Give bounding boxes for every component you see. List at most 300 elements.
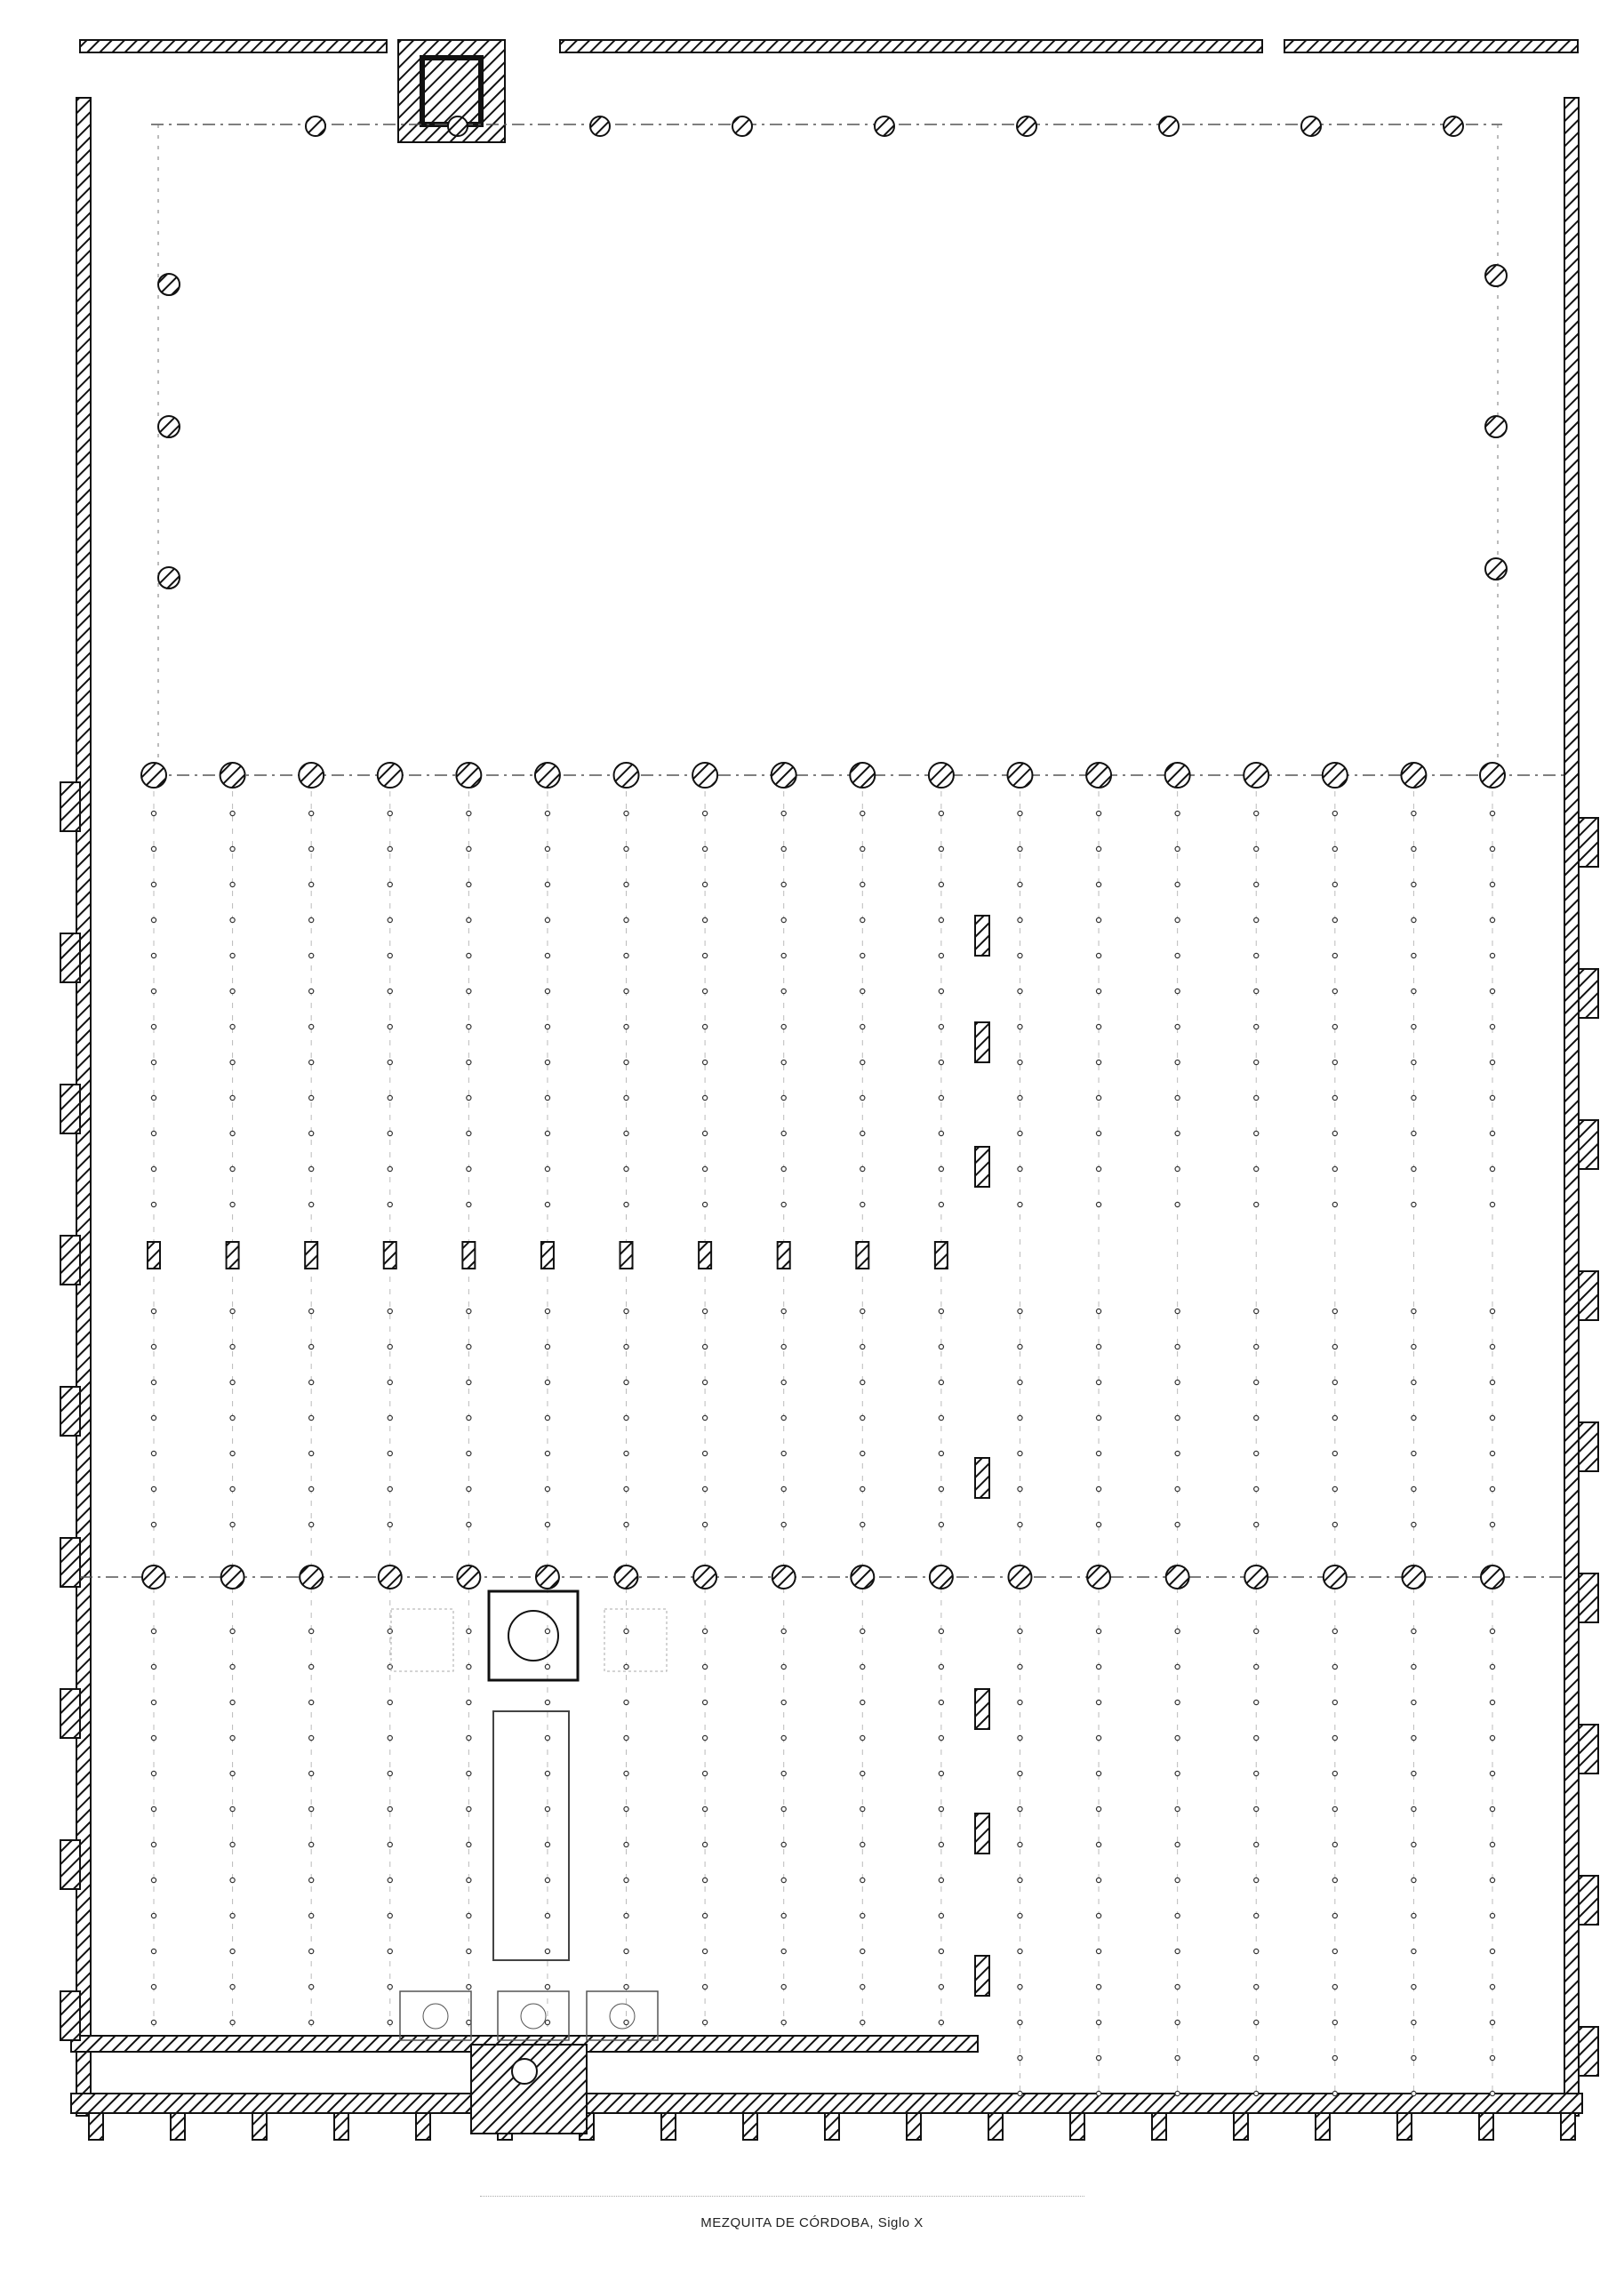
column (1490, 917, 1494, 922)
pier (772, 1565, 796, 1589)
column (939, 1913, 943, 1918)
column (781, 1095, 786, 1100)
pier (221, 1565, 244, 1589)
column (388, 2020, 392, 2024)
column (1254, 1664, 1259, 1669)
column (151, 846, 156, 851)
column (624, 1522, 628, 1526)
pier (699, 1242, 711, 1269)
pier (975, 1956, 989, 1996)
column (1175, 1486, 1180, 1491)
pier (1007, 763, 1032, 788)
column (545, 1060, 549, 1064)
column (703, 1949, 708, 1953)
column (1412, 1451, 1416, 1455)
column (860, 1202, 865, 1206)
column (939, 1344, 943, 1349)
column (624, 1771, 628, 1775)
column (151, 1202, 156, 1206)
column (1490, 2020, 1494, 2024)
pier (1087, 1565, 1110, 1589)
pier (1166, 1565, 1189, 1589)
column (939, 1024, 943, 1029)
column (230, 1664, 235, 1669)
pier (227, 1242, 239, 1269)
column (1412, 1949, 1416, 1953)
column (939, 882, 943, 886)
column (1412, 1771, 1416, 1775)
column (939, 1700, 943, 1704)
column (230, 846, 235, 851)
column (624, 1664, 628, 1669)
maqsura-dome (489, 1591, 578, 1680)
column (309, 1202, 314, 1206)
column (309, 882, 314, 886)
buttress (334, 2113, 348, 2140)
column (230, 1984, 235, 1989)
column (388, 1913, 392, 1918)
column (939, 1309, 943, 1313)
column (1490, 1451, 1494, 1455)
column (1175, 1629, 1180, 1633)
column (1096, 1629, 1100, 1633)
buttress (60, 1236, 80, 1285)
column (388, 1060, 392, 1064)
pier (875, 116, 894, 136)
column (1412, 1095, 1416, 1100)
column (1254, 1309, 1259, 1313)
column (230, 1131, 235, 1135)
column (624, 1415, 628, 1420)
column (703, 1380, 708, 1384)
column (1018, 1664, 1022, 1669)
column (1490, 846, 1494, 851)
column (781, 1344, 786, 1349)
column (230, 1486, 235, 1491)
pier (158, 274, 180, 295)
column (230, 1202, 235, 1206)
column (1096, 1131, 1100, 1135)
column (151, 1771, 156, 1775)
column (467, 1309, 471, 1313)
column (467, 2020, 471, 2024)
column (545, 1380, 549, 1384)
column (230, 811, 235, 815)
column (781, 1202, 786, 1206)
wall-segment (1564, 98, 1579, 2116)
column (230, 989, 235, 993)
column (1332, 1095, 1337, 1100)
column (1175, 1878, 1180, 1882)
dome-ornament (521, 2004, 546, 2029)
column (860, 1522, 865, 1526)
column (1096, 1415, 1100, 1420)
column (1490, 1806, 1494, 1811)
column (388, 1415, 392, 1420)
column (860, 989, 865, 993)
column (1096, 917, 1100, 922)
column (781, 846, 786, 851)
column (939, 1415, 943, 1420)
column (939, 1522, 943, 1526)
column (1018, 1344, 1022, 1349)
column (230, 1913, 235, 1918)
column (1254, 1344, 1259, 1349)
arcade-lines (80, 124, 1564, 2098)
column (1490, 1380, 1494, 1384)
nave-rectangle (493, 1711, 569, 1960)
column (230, 1095, 235, 1100)
column (703, 1842, 708, 1846)
column (1332, 1060, 1337, 1064)
buttress (89, 2113, 103, 2140)
pier (1086, 763, 1111, 788)
buttress (60, 1840, 80, 1889)
column (1175, 1344, 1180, 1349)
column (230, 1309, 235, 1313)
pier (1301, 116, 1321, 136)
column (703, 1309, 708, 1313)
column (230, 1949, 235, 1953)
mihrab-niche (471, 2045, 587, 2134)
column (624, 846, 628, 851)
column (545, 1629, 549, 1633)
column (1254, 2091, 1259, 2095)
column (1490, 1735, 1494, 1740)
column (1490, 1842, 1494, 1846)
column (939, 2020, 943, 2024)
column (703, 1700, 708, 1704)
column (860, 953, 865, 957)
column (309, 1735, 314, 1740)
column (545, 1735, 549, 1740)
column (781, 1522, 786, 1526)
column (781, 1700, 786, 1704)
pier (379, 1565, 402, 1589)
column (860, 1095, 865, 1100)
column (1018, 1060, 1022, 1064)
column (1254, 1806, 1259, 1811)
column (939, 1629, 943, 1633)
column (151, 1344, 156, 1349)
buttress (60, 1689, 80, 1738)
pier (456, 763, 481, 788)
column (545, 1949, 549, 1953)
column (1412, 1700, 1416, 1704)
column (1254, 1024, 1259, 1029)
column (703, 917, 708, 922)
pier (975, 1022, 989, 1062)
column (1096, 1878, 1100, 1882)
column (781, 1806, 786, 1811)
column (1096, 1842, 1100, 1846)
pier (1165, 763, 1190, 788)
column (230, 1522, 235, 1526)
column (545, 1842, 549, 1846)
column (1490, 1771, 1494, 1775)
column (151, 1949, 156, 1953)
wall-segment (1284, 40, 1578, 52)
column (309, 1486, 314, 1491)
column (1254, 1380, 1259, 1384)
column (467, 1806, 471, 1811)
column (1096, 989, 1100, 993)
column (1018, 953, 1022, 957)
buttress (1234, 2113, 1248, 2140)
column (781, 1735, 786, 1740)
pier (615, 1565, 638, 1589)
column (1412, 811, 1416, 815)
column (1412, 1380, 1416, 1384)
column (1254, 1949, 1259, 1953)
column (1490, 1984, 1494, 1989)
column (1096, 1309, 1100, 1313)
column (545, 811, 549, 815)
column (1412, 1913, 1416, 1918)
column (1096, 2020, 1100, 2024)
column (939, 1842, 943, 1846)
column (1018, 1629, 1022, 1633)
column (230, 1735, 235, 1740)
column (1018, 1522, 1022, 1526)
column (1490, 1949, 1494, 1953)
column (151, 1060, 156, 1064)
column (1490, 1344, 1494, 1349)
pier (778, 1242, 790, 1269)
column-grid (151, 811, 1494, 2095)
pier (1401, 763, 1426, 788)
buttress (60, 1085, 80, 1133)
column (781, 1024, 786, 1029)
column (860, 1771, 865, 1775)
column (703, 1664, 708, 1669)
pier (620, 1242, 633, 1269)
column (151, 2020, 156, 2024)
pier (141, 763, 166, 788)
column (1096, 1700, 1100, 1704)
column (151, 1131, 156, 1135)
column (1254, 1700, 1259, 1704)
column (309, 1842, 314, 1846)
column (309, 1949, 314, 1953)
dome-ornament (610, 2004, 635, 2029)
column (1175, 1949, 1180, 1953)
column (1490, 1522, 1494, 1526)
column (1332, 882, 1337, 886)
column (1018, 846, 1022, 851)
column (1175, 2020, 1180, 2024)
column (860, 1806, 865, 1811)
column (1018, 1735, 1022, 1740)
column (467, 1202, 471, 1206)
buttress (907, 2113, 921, 2140)
column (1018, 917, 1022, 922)
column (781, 1486, 786, 1491)
column (388, 882, 392, 886)
column (467, 1415, 471, 1420)
column (860, 917, 865, 922)
column (1490, 953, 1494, 957)
column (388, 1629, 392, 1633)
buttress (1579, 818, 1598, 867)
column (467, 1700, 471, 1704)
column (860, 1451, 865, 1455)
column (1175, 1700, 1180, 1704)
column (467, 846, 471, 851)
column (388, 1771, 392, 1775)
pier (299, 763, 324, 788)
column (1332, 1735, 1337, 1740)
column (230, 1806, 235, 1811)
column (624, 1202, 628, 1206)
pier (1485, 558, 1507, 580)
buttress (416, 2113, 430, 2140)
column (1332, 1024, 1337, 1029)
pier (975, 1458, 989, 1498)
column (230, 1451, 235, 1455)
column (703, 1984, 708, 1989)
column (939, 1486, 943, 1491)
pier (856, 1242, 868, 1269)
column (545, 1486, 549, 1491)
column (545, 1024, 549, 1029)
pier (457, 1565, 480, 1589)
column (1412, 1664, 1416, 1669)
pier (1244, 1565, 1268, 1589)
column (1096, 1771, 1100, 1775)
column (1175, 1024, 1180, 1029)
column (1412, 846, 1416, 851)
buttress (825, 2113, 839, 2140)
column (703, 1486, 708, 1491)
column (939, 1380, 943, 1384)
column (939, 989, 943, 993)
pier (935, 1242, 948, 1269)
column (467, 917, 471, 922)
column (545, 1878, 549, 1882)
column (545, 1344, 549, 1349)
column (703, 1060, 708, 1064)
column (703, 1166, 708, 1171)
column (1175, 811, 1180, 815)
column (151, 811, 156, 815)
column (624, 1486, 628, 1491)
column (624, 1451, 628, 1455)
piers (141, 116, 1507, 1996)
column (1254, 1735, 1259, 1740)
column (860, 1131, 865, 1135)
column (1332, 1664, 1337, 1669)
buttress (1579, 2027, 1598, 2076)
column (467, 1166, 471, 1171)
column (1332, 1522, 1337, 1526)
pier (772, 763, 796, 788)
pier (732, 116, 752, 136)
column (545, 1700, 549, 1704)
column (388, 1878, 392, 1882)
column (1490, 1629, 1494, 1633)
buttress (60, 933, 80, 982)
pier (1402, 1565, 1425, 1589)
column (467, 953, 471, 957)
column (624, 1735, 628, 1740)
column (309, 953, 314, 957)
column (467, 1380, 471, 1384)
column (1096, 2091, 1100, 2095)
column (860, 1166, 865, 1171)
column (1018, 1202, 1022, 1206)
column (1412, 989, 1416, 993)
column (1412, 2055, 1416, 2060)
column (781, 811, 786, 815)
column (703, 1522, 708, 1526)
column (309, 1664, 314, 1669)
dome-bay (498, 1991, 569, 2040)
column (781, 1166, 786, 1171)
column (151, 1166, 156, 1171)
column (309, 1451, 314, 1455)
column (467, 1024, 471, 1029)
column (1175, 1202, 1180, 1206)
column (703, 953, 708, 957)
column (1412, 1202, 1416, 1206)
column (1332, 1344, 1337, 1349)
column (624, 1380, 628, 1384)
column (151, 1486, 156, 1491)
column (781, 1380, 786, 1384)
buttress (1579, 1876, 1598, 1925)
pier (378, 763, 403, 788)
column (230, 1380, 235, 1384)
column (624, 917, 628, 922)
column (1018, 811, 1022, 815)
column (624, 882, 628, 886)
column (1254, 1451, 1259, 1455)
column (151, 1522, 156, 1526)
pier (1008, 1565, 1031, 1589)
column (860, 1024, 865, 1029)
column (151, 1451, 156, 1455)
column (388, 1806, 392, 1811)
column (939, 953, 943, 957)
column (624, 1806, 628, 1811)
pier (1481, 1565, 1504, 1589)
column (230, 2020, 235, 2024)
pier (1159, 116, 1179, 136)
column (388, 1522, 392, 1526)
column (309, 1878, 314, 1882)
pier (975, 1147, 989, 1187)
column (781, 1842, 786, 1846)
column (545, 1309, 549, 1313)
column (1332, 1806, 1337, 1811)
column (151, 1629, 156, 1633)
side-dome (391, 1609, 453, 1671)
column (309, 1806, 314, 1811)
column (1254, 811, 1259, 815)
column (624, 1131, 628, 1135)
column (545, 1166, 549, 1171)
column (860, 846, 865, 851)
column (545, 1202, 549, 1206)
column (388, 1949, 392, 1953)
column (703, 1344, 708, 1349)
column (230, 1878, 235, 1882)
buttress (1316, 2113, 1330, 2140)
pier (535, 763, 560, 788)
column (545, 1664, 549, 1669)
column (230, 1060, 235, 1064)
